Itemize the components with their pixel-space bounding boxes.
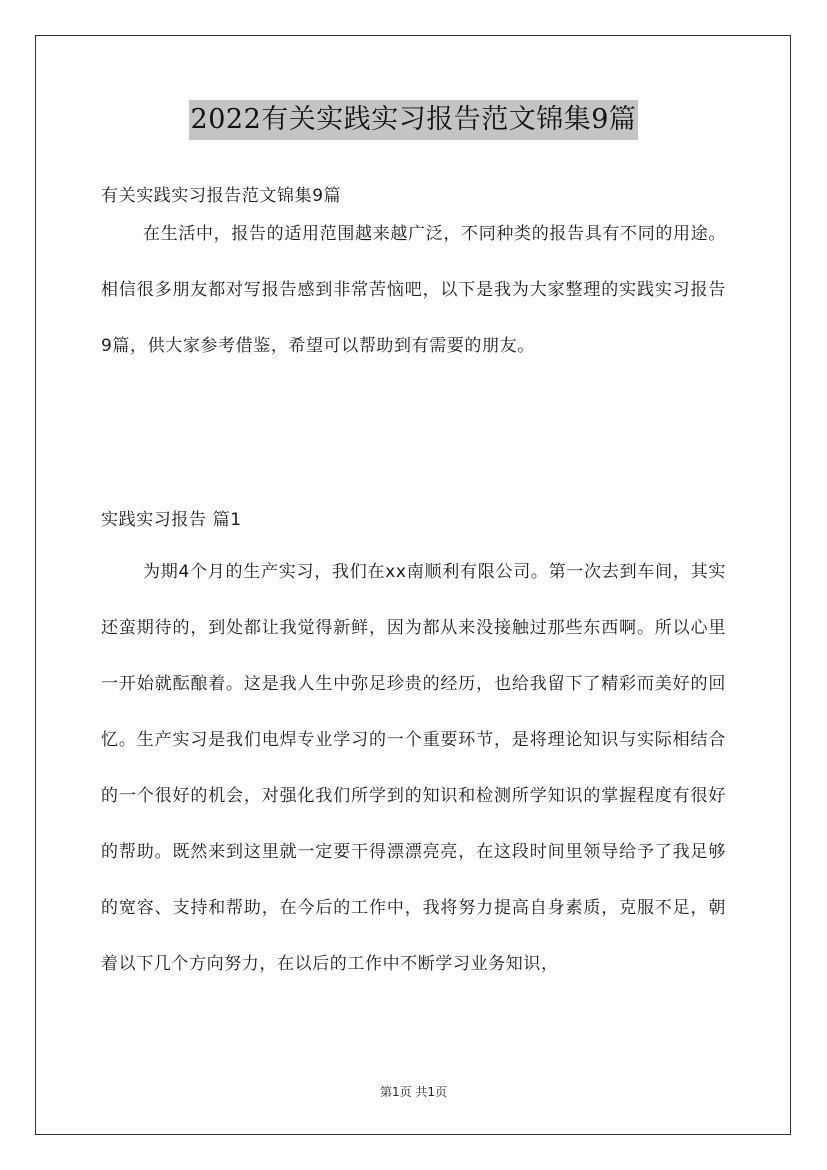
document-title: 2022有关实践实习报告范文锦集9篇 [189, 100, 639, 140]
section-body-paragraph: 为期4个月的生产实习，我们在xx南顺利有限公司。第一次去到车间，其实还蛮期待的，到处都让我觉得新鲜，因为都从来没接触过那些东西啊。所以心里一开始就酝酿着。这是我人生中弥足珍贵的经历，也给我留下了精彩而美好的回忆。生产实习是我们电焊专业学习的一个重要环节，是将理论知识与实际相结合的一个很好的机会，对强化我们所学到的知识和检测所学知识的掌握程度有很好的帮助。既然来到这里就一定要干得漂漂亮亮，在这段时间里领导给予了我足够的宽容、支持和帮助，在今后的工作中，我将努力提高自身素质，克服不足，朝着以下几个方向努力，在以后的工作中不断学习业务知识， [101, 562, 726, 974]
section-heading: 实践实习报告 篇1 [101, 510, 242, 530]
intro-paragraph: 在生活中，报告的适用范围越来越广泛，不同种类的报告具有不同的用途。相信很多朋友都对写报告感到非常苦恼吧，以下是我为大家整理的实践实习报告9篇，供大家参考借鉴，希望可以帮助到有需要的朋友。 [101, 224, 726, 356]
title-container [0, 100, 827, 140]
document-subtitle: 有关实践实习报告范文锦集9篇 [101, 186, 342, 206]
page-footer: 第1页 共1页 [379, 1085, 448, 1099]
